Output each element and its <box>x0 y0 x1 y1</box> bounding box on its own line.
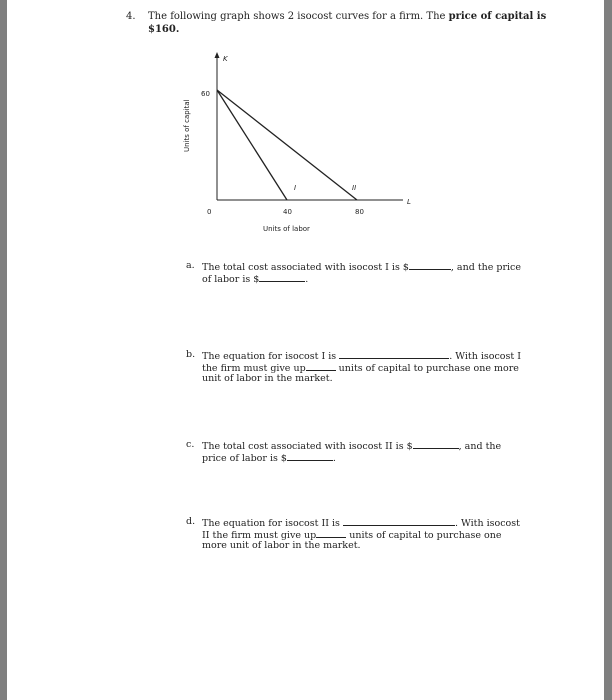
question-text-line2: $160. <box>148 24 180 35</box>
answer-blank-price-labor-a[interactable] <box>259 272 305 282</box>
part-c-line2 <box>202 451 336 465</box>
answer-blank-equation-I[interactable] <box>339 349 449 359</box>
part-a-text3: of labor is $ <box>202 274 260 285</box>
answer-blank-capital-given-up-II[interactable] <box>316 528 346 538</box>
part-a-label: a. <box>186 260 195 271</box>
part-b-text2: . With isocost I <box>449 351 521 362</box>
part-d-line3: more unit of labor in the market. <box>202 540 361 551</box>
answer-blank-total-cost-I[interactable] <box>409 260 451 270</box>
part-d-text3: II the firm must give up <box>202 530 317 541</box>
x-tick-label: 40 <box>283 208 292 216</box>
part-b-text3: the firm must give up <box>202 363 306 374</box>
origin-label: 0 <box>207 208 212 216</box>
question-number: 4. <box>126 11 136 22</box>
part-a-text2: , and the price <box>450 262 521 273</box>
part-b-text4: units of capital to purchase one more <box>335 363 519 374</box>
isocost-line-I <box>217 90 287 200</box>
y-tick-label: 60 <box>201 90 210 98</box>
part-c-label: c. <box>186 439 195 450</box>
part-c-text1: The total cost associated with isocost II is $ <box>202 441 413 452</box>
isocost-label-II: II <box>352 184 357 192</box>
part-b-label: b. <box>186 349 196 360</box>
worksheet-page <box>7 0 604 700</box>
part-c-text4: . <box>332 453 336 464</box>
part-a-line2 <box>202 272 308 286</box>
isocost-line-II <box>217 90 357 200</box>
answer-blank-total-cost-II[interactable] <box>413 439 459 449</box>
answer-blank-equation-II[interactable] <box>343 516 455 526</box>
y-axis-arrow <box>215 52 220 58</box>
part-c-text3: price of labor is $ <box>202 453 287 464</box>
part-c-text2: , and the <box>458 441 502 452</box>
x-axis-letter: L <box>407 198 411 206</box>
part-a-text1: The total cost associated with isocost I is $ <box>202 262 409 273</box>
question-text-bold: price of capital is <box>448 11 547 22</box>
isocost-label-I: I <box>294 184 297 192</box>
part-b-text1: The equation for isocost I is <box>202 351 337 362</box>
part-d-text4: units of capital to purchase one <box>346 530 502 541</box>
part-d-label: d. <box>186 516 196 527</box>
part-b-line3: unit of labor in the market. <box>202 373 333 384</box>
x-tick-label: 80 <box>355 208 364 216</box>
answer-blank-capital-given-up-I[interactable] <box>306 361 336 371</box>
part-a-text4: . <box>305 274 309 285</box>
question-text-plain: The following graph shows 2 isocost curves for a firm. The <box>148 11 449 22</box>
y-axis-letter: K <box>223 55 228 63</box>
part-d-text2: . With isocost <box>454 518 520 529</box>
y-axis-title: Units of capital <box>183 99 191 152</box>
answer-blank-price-labor-c[interactable] <box>287 451 333 461</box>
part-d-text1: The equation for isocost II is <box>202 518 340 529</box>
x-axis-title: Units of labor <box>263 225 310 233</box>
